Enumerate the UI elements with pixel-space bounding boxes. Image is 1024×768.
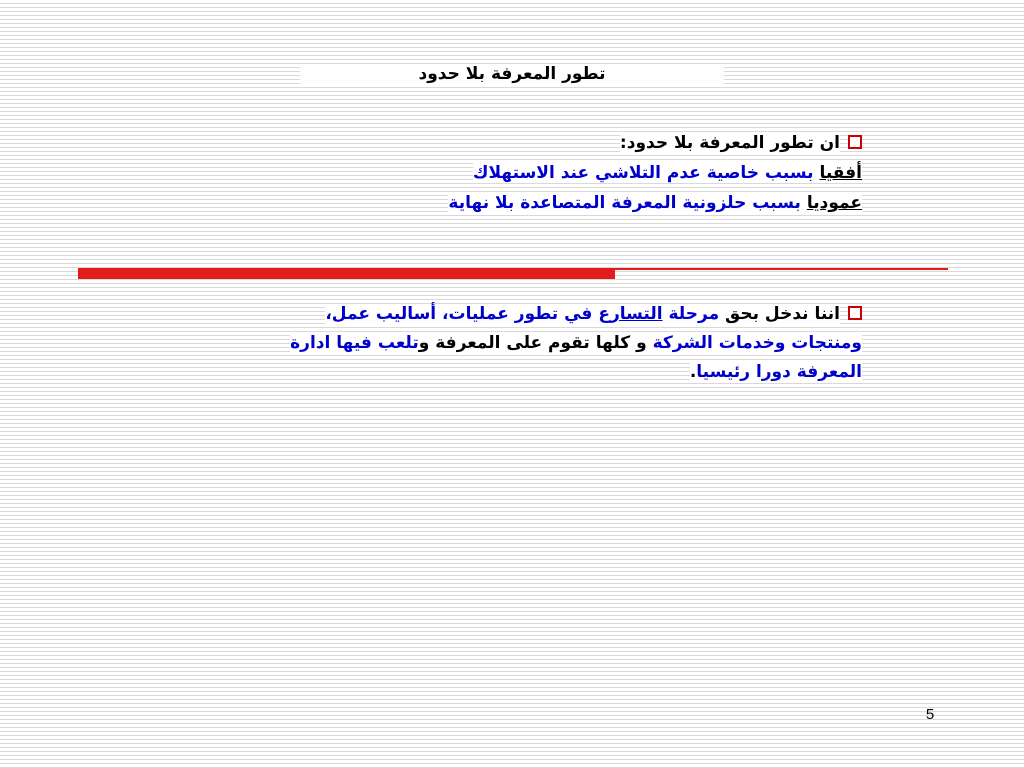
bullet-line-horizontal xyxy=(302,158,862,188)
bullet2-part8: المعرفة دورا رئيسيا xyxy=(696,362,862,382)
bullet2-part9: . xyxy=(689,362,697,382)
square-bullet-icon xyxy=(848,135,862,149)
bullet-block-acceleration xyxy=(222,300,862,387)
bullet-line-heading xyxy=(302,128,862,158)
divider-thick-bar xyxy=(78,268,615,279)
slide-title: تطور المعرفة بلا حدود xyxy=(300,64,724,84)
bullet2-part6: و كلها تقوم على المعرفة و xyxy=(418,333,653,353)
page-number: 5 xyxy=(925,706,935,723)
bullet2-part2: مرحلة xyxy=(662,304,720,324)
bullet2-part5: ومنتجات وخدمات الشركة xyxy=(652,333,862,353)
horizontal-reason: بسبب خاصية عدم التلاشي عند الاستهلاك xyxy=(472,163,820,183)
bullet-block-knowledge-growth xyxy=(302,128,862,218)
bullet2-part1: اننا ندخل بحق xyxy=(719,304,840,324)
bullet2-part4: في تطور عمليات، أساليب عمل، xyxy=(325,304,599,324)
square-bullet-icon xyxy=(848,306,862,320)
bullet-line-vertical xyxy=(302,188,862,218)
horizontal-label: أفقيا xyxy=(819,163,862,183)
bullet2-part7: تلعب فيها ادارة xyxy=(290,333,419,353)
bullet2-line3 xyxy=(222,358,862,387)
bullet2-line1 xyxy=(222,300,862,329)
vertical-reason: بسبب حلزونية المعرفة المتصاعدة بلا نهاية xyxy=(448,193,807,213)
bullet-heading-text: ان تطور المعرفة بلا حدود: xyxy=(619,133,840,153)
bullet2-line2 xyxy=(222,329,862,358)
red-divider xyxy=(78,266,948,280)
bullet2-part3: التسارع xyxy=(598,304,663,324)
vertical-label: عموديا xyxy=(806,193,862,213)
